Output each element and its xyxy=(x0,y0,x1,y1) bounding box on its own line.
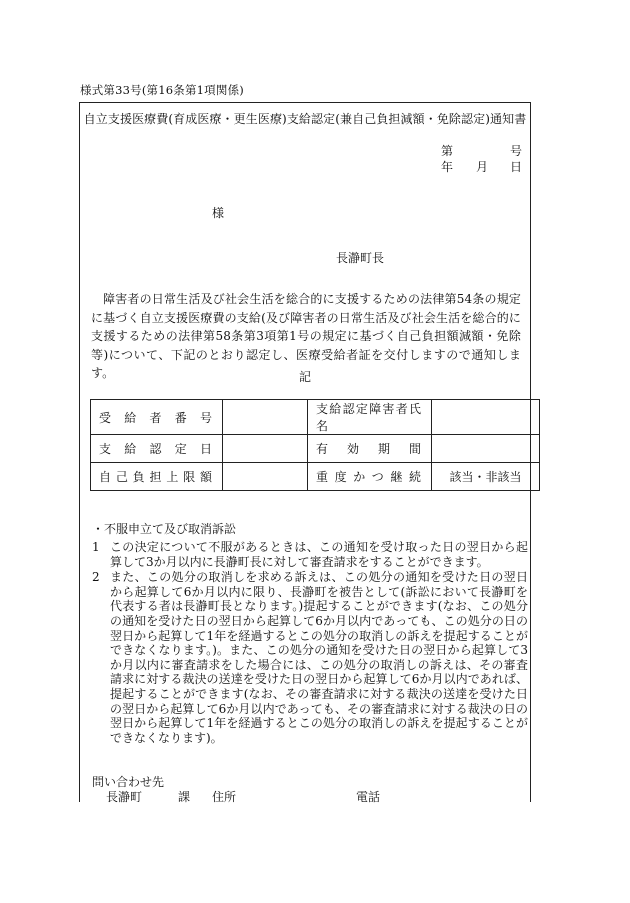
issuer-name: 長瀞町長 xyxy=(336,251,385,265)
contact-heading: 問い合わせ先 xyxy=(92,775,165,789)
certification-date-label: 支給認定日 xyxy=(91,435,223,463)
form-code: 様式第33号(第16条第1項関係) xyxy=(80,83,244,97)
contact-section: 課 xyxy=(178,790,191,804)
list-item xyxy=(92,540,528,569)
table-row xyxy=(91,463,540,491)
list-item xyxy=(92,570,528,745)
notice-body: 障害者の日常生活及び社会生活を総合的に支援するための法律第54条の規定に基づく自立支援医療費の支給(及び障害者の日常生活及び社会生活を総合的に支援するための法律第58条第3項第1号の規定に基づく自己負担額減額・免除等)について、下記のとおり認定し、医療受給者証を交付しますので通知します。 xyxy=(91,292,521,380)
recipient-number-label: 受給者番号 xyxy=(91,400,223,435)
copay-limit-label: 自己負担上限額 xyxy=(91,463,223,491)
severe-continuous-label: 重度かつ継続 xyxy=(308,463,432,491)
valid-period-label: 有効期間 xyxy=(308,435,432,463)
table-row xyxy=(91,400,540,435)
item-text: この決定について不服があるときは、この通知を受け取った日の翌日から起算して3か月以内に長瀞町長に対して審査請求をすることができます。 xyxy=(110,540,528,569)
contact-town: 長瀞町 xyxy=(106,790,143,804)
item-text: また、この処分の取消しを求める訴えは、この処分の通知を受けた日の翌日から起算して6か月以内に限り、長瀞町を被告として(訴訟において長瀞町を代表する者は長瀞町長となります。)提起することができます(なお、この処分の通知を受けた日の翌日から起算して6か月以内であっても、この処分の日の翌日から起算して1年を経過するとこの処分の取消しの訴えを提起することができなくなります。)。また、この処分の通知を受けた日の翌日から起算して3か月以内に審査請求をした場合には、この処分の取消しの訴えは、その審査請求に対する裁決の送達を受けた日の翌日から起算して6か月以内であれば、提起することができます(なお、その審査請求に対する裁決の送達を受けた日の翌日から起算して6か月以内であっても、その審査請求に対する裁決の日の翌日から起算して1年を経過するとこの処分の取消しの訴えを提起することができなくなります)。 xyxy=(110,570,528,745)
date-year: 年 xyxy=(441,160,454,174)
table-row xyxy=(91,435,540,463)
ki-heading: 記 xyxy=(298,370,311,384)
date-day: 日 xyxy=(510,160,523,174)
certification-date-field[interactable] xyxy=(223,435,308,463)
appeal-heading: ・不服申立て及び取消訴訟 xyxy=(92,522,237,536)
recipient-number-field[interactable] xyxy=(223,400,308,435)
certified-person-name-label: 支給認定障害者氏名 xyxy=(308,400,432,435)
valid-period-field[interactable] xyxy=(432,435,540,463)
item-number: 1 xyxy=(92,540,100,554)
item-number: 2 xyxy=(92,570,100,585)
date-month: 月 xyxy=(476,160,489,174)
addressee-suffix: 様 xyxy=(212,206,225,220)
certified-person-name-field[interactable] xyxy=(432,400,540,435)
contact-address: 住所 xyxy=(212,790,237,804)
number-prefix: 第 xyxy=(441,144,454,158)
appeal-items xyxy=(92,540,528,746)
copay-limit-field[interactable] xyxy=(223,463,308,491)
certification-table xyxy=(90,399,540,491)
applicable-choice[interactable]: 該当・非該当 xyxy=(432,463,540,491)
number-suffix: 号 xyxy=(510,144,523,158)
document-title: 自立支援医療費(育成医療・更生医療)支給認定(兼自己負担減額・免除認定)通知書 xyxy=(83,112,527,126)
contact-phone: 電話 xyxy=(356,790,381,804)
